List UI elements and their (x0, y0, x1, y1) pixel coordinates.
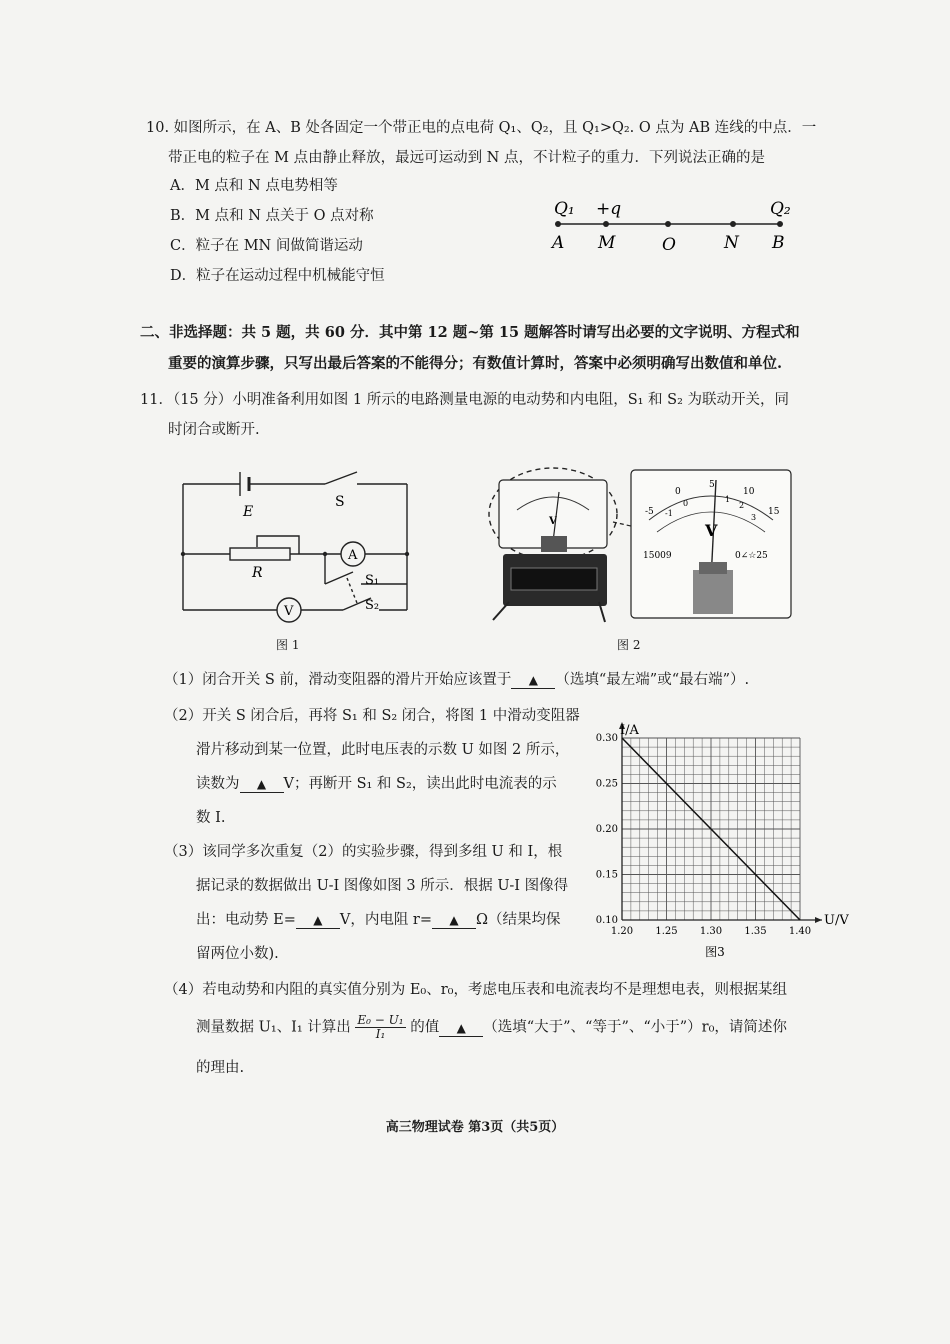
q10-line1: 10. 如图所示，在 A、B 处各固定一个带正电的点电荷 Q₁、Q₂，且 Q₁>Q₂. O 点为 AB 连线的中点．一 (146, 120, 817, 136)
x-tick-label: 1.35 (744, 926, 767, 937)
page-footer: 高三物理试卷 第3页（共5页） (385, 1120, 565, 1135)
chart-title: 图3 (705, 945, 725, 959)
part4-line1: （4）若电动势和内阻的真实值分别为 E₀、r₀，考虑电压表和电流表均不是理想电表，则根据某组 (164, 982, 787, 998)
label-q1: Q₁ (554, 199, 575, 219)
voltmeter-symbol: V (284, 604, 294, 619)
section2-line1: 二、非选择题：共 5 题，共 60 分．其中第 12 题~第 15 题解答时请写出必要的文字说明、方程式和 (140, 324, 800, 341)
q11-part1 (164, 670, 749, 690)
q11-line2: 时闭合或断开. (168, 422, 260, 438)
svg-text:5: 5 (709, 480, 715, 490)
figure1-circuit (175, 460, 420, 625)
x-axis-label: U/V (824, 913, 849, 928)
y-tick-label: 0.25 (595, 778, 618, 790)
q10-charge-diagram (540, 192, 800, 254)
svg-text:3: 3 (751, 513, 757, 522)
q10-option-c: C．粒子在 MN 间做简谐运动 (170, 238, 363, 254)
fraction-numerator: E₀ − U₁ (357, 1013, 404, 1027)
label-s1: S₁ (365, 573, 380, 588)
figure2-caption: 图 2 (617, 638, 641, 652)
svg-text:1: 1 (725, 495, 731, 504)
small-meter-v-label: V (549, 516, 557, 527)
meter-serial: 15009 (643, 551, 672, 561)
label-n: N (724, 233, 739, 253)
part3-mid: V，内电阻 r= (339, 912, 433, 928)
x-axis-arrow (815, 917, 822, 923)
svg-text:-1: -1 (665, 509, 673, 518)
part4-pre: 测量数据 U₁、I₁ 计算出 (196, 1019, 351, 1036)
label-b: B (772, 233, 785, 253)
section2-line2: 重要的演算步骤，只写出最后答案的不能得分；有数值计算时，答案中必须明确写出数值和单位. (168, 355, 783, 372)
formula-fraction (355, 1014, 405, 1041)
label-r: R (252, 565, 263, 581)
part1-pre: （1）闭合开关 S 前，滑动变阻器的滑片开始应该置于 (164, 672, 512, 688)
x-tick-label: 1.25 (655, 926, 678, 937)
x-tick-label: 1.40 (788, 926, 812, 937)
label-plus-q: +q (596, 199, 622, 219)
q10-option-d: D．粒子在运动过程中机械能守恒 (170, 268, 385, 284)
figure3-ui-chart (590, 716, 850, 966)
part1-post: （选填“最左端”或“最右端”）. (555, 672, 750, 688)
q10-option-a: A．M 点和 N 点电势相等 (170, 178, 338, 194)
svg-text:2: 2 (739, 501, 745, 510)
part3-line2: 据记录的数据做出 U-I 图像如图 3 所示．根据 U-I 图像得 (196, 878, 569, 894)
label-e: E (243, 504, 254, 520)
part4-mid: 的值 (410, 1019, 440, 1036)
label-o: O (662, 235, 676, 254)
part3-line1: （3）该同学多次重复（2）的实验步骤，得到多组 U 和 I，根 (164, 844, 563, 860)
part2-line2: 滑片移动到某一位置，此时电压表的示数 U 如图 2 所示， (196, 742, 570, 758)
label-q2: Q₂ (770, 199, 791, 219)
part3-post: Ω（结果均保 (476, 912, 561, 928)
part3-emf-blank[interactable]: ▲ (296, 912, 340, 929)
figure2-voltmeter (485, 462, 820, 630)
y-tick-label: 0.15 (595, 869, 618, 881)
meter-class: 0∠☆25 (735, 551, 768, 561)
part4-answer-blank[interactable]: ▲ (439, 1020, 483, 1037)
part4-line3: 的理由. (196, 1060, 245, 1076)
ammeter-symbol: A (348, 548, 358, 563)
svg-text:15: 15 (768, 507, 780, 517)
label-m: M (598, 233, 616, 253)
svg-text:-5: -5 (645, 507, 654, 517)
figure1-caption: 图 1 (276, 638, 300, 652)
q10-line2: 带正电的粒子在 M 点由静止释放，最远可运动到 N 点，不计粒子的重力．下列说法正确的是 (168, 150, 765, 166)
large-meter-v-label: V (705, 521, 718, 540)
svg-text:10: 10 (743, 487, 755, 497)
q11-line1: 11．（15 分）小明准备利用如图 1 所示的电路测量电源的电动势和内电阻，S₁ 和 S₂ 为联动开关，同 (140, 392, 790, 408)
x-tick-label: 1.30 (699, 926, 723, 937)
q10-option-b: B．M 点和 N 点关于 O 点对称 (170, 208, 374, 224)
svg-text:0: 0 (675, 487, 681, 497)
part3-pre: 出：电动势 E= (196, 912, 296, 928)
fraction-denominator: I₁ (375, 1027, 386, 1041)
part4-line2 (196, 1014, 787, 1041)
label-s: S (335, 494, 345, 510)
part2-line1: （2）开关 S 闭合后，再将 S₁ 和 S₂ 闭合，将图 1 中滑动变阻器 (164, 708, 580, 724)
y-tick-label: 0.20 (595, 824, 618, 835)
part3-line4: 留两位小数). (196, 946, 279, 962)
x-tick-label: 1.20 (610, 926, 634, 937)
part2-answer-blank[interactable]: ▲ (240, 776, 284, 793)
part1-answer-blank[interactable]: ▲ (511, 672, 555, 689)
svg-text:0: 0 (683, 499, 689, 508)
y-tick-label: 0.30 (595, 733, 618, 744)
label-a: A (552, 233, 565, 253)
label-s2: S₂ (365, 598, 380, 613)
part3-resistance-blank[interactable]: ▲ (432, 912, 476, 929)
part4-post: （选填“大于”、“等于”、“小于”）r₀，请简述你 (483, 1019, 787, 1036)
y-axis-label: I/A (620, 723, 639, 738)
part2-line3 (196, 774, 557, 794)
part2-line4: 数 I. (196, 810, 226, 826)
y-tick-label: 0.10 (595, 915, 618, 926)
part2-post: V；再断开 S₁ 和 S₂，读出此时电流表的示 (283, 776, 557, 792)
part3-line3 (196, 910, 561, 930)
part2-pre: 读数为 (196, 776, 240, 792)
